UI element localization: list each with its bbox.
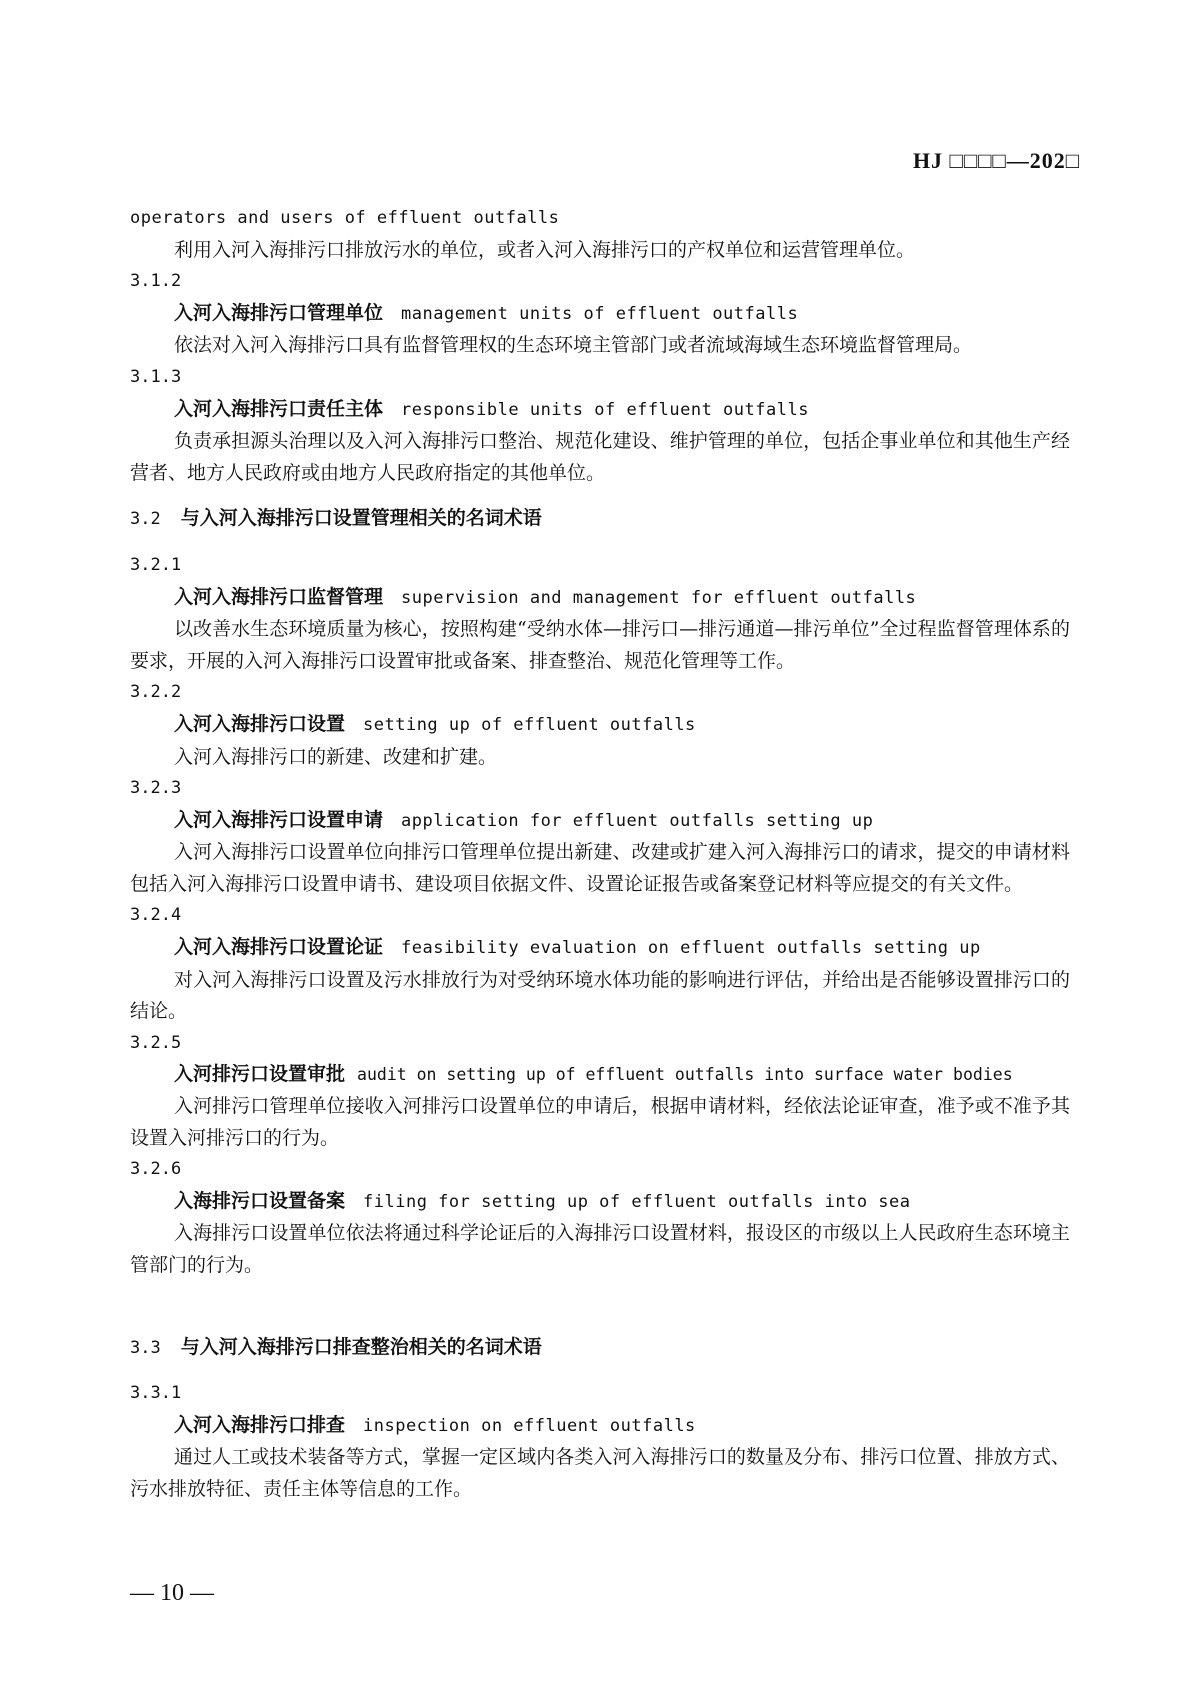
term-definition: 利用入河入海排污口排放污水的单位，或者入河入海排污口的产权单位和运营管理单位。 (174, 238, 916, 261)
term-english: feasibility evaluation on effluent outfalls setting up (401, 938, 981, 959)
term-chinese: 入河入海排污口设置申请 (174, 808, 384, 831)
term-chinese: 入河排污口设置审批 (174, 1063, 346, 1086)
term-definition: 负责承担源头治理以及入河入海排污口整治、规范化建设、维护管理的单位，包括企事业单位和其他生产经营者、地方人民政府或由地方人民政府指定的其他单位。 (130, 430, 1070, 484)
term-heading (130, 394, 1070, 427)
term-number: 3.1.3 (130, 366, 182, 387)
term-chinese: 入河入海排污口设置 (174, 712, 346, 735)
term-english: application for effluent outfalls setting up (401, 810, 874, 831)
page-number: — 10 — (130, 1580, 214, 1606)
section-heading (130, 503, 1070, 536)
section-number: 3.3 (130, 1337, 161, 1358)
term-english: filing for setting up of effluent outfalls into sea (363, 1191, 911, 1212)
term-definition: 入海排污口设置单位依法将通过科学论证后的入海排污口设置材料，报设区的市级以上人民政府生态环境主管部门的行为。 (130, 1222, 1070, 1276)
section-spacer (130, 1282, 1070, 1318)
term-number: 3.2.6 (130, 1159, 182, 1180)
term-english: supervision and management for effluent outfalls (401, 587, 917, 608)
term-english: operators and users of effluent outfalls (130, 208, 560, 228)
term-chinese: 入河入海排污口排查 (174, 1413, 346, 1436)
term-heading (130, 1059, 1070, 1091)
term-chinese: 入河入海排污口监督管理 (174, 585, 384, 608)
term-chinese: 入河入海排污口责任主体 (174, 397, 384, 420)
term-heading (130, 709, 1070, 742)
term-heading (130, 298, 1070, 331)
term-heading (130, 805, 1070, 838)
term-number: 3.2.5 (130, 1032, 182, 1053)
term-definition: 入河入海排污口设置单位向排污口管理单位提出新建、改建或扩建入河入海排污口的请求，提交的申请材料包括入河入海排污口设置申请书、建设项目依据文件、设置论证报告或备案登记材料等应提交的有关文件。 (130, 841, 1070, 895)
term-english: inspection on effluent outfalls (363, 1415, 696, 1436)
term-english: setting up of effluent outfalls (363, 714, 696, 735)
term-definition: 入河入海排污口的新建、改建和扩建。 (174, 745, 498, 768)
term-chinese: 入河入海排污口设置论证 (174, 936, 384, 959)
term-number: 3.1.2 (130, 271, 182, 292)
term-definition: 以改善水生态环境质量为核心，按照构建“受纳水体—排污口—排污通道—排污单位”全过程监督管理体系的要求，开展的入河入海排污口设置审批或备案、排查整治、规范化管理等工作。 (130, 618, 1070, 672)
term-heading (130, 1410, 1070, 1443)
term-number: 3.2.1 (130, 554, 182, 575)
term-english: responsible units of effluent outfalls (401, 399, 809, 420)
term-chinese: 入河入海排污口管理单位 (174, 301, 384, 324)
section-title: 与入河入海排污口排查整治相关的名词术语 (180, 1335, 542, 1358)
term-number: 3.3.1 (130, 1383, 182, 1404)
term-definition: 对入河入海排污口设置及污水排放行为对受纳环境水体功能的影响进行评估，并给出是否能够设置排污口的结论。 (130, 968, 1070, 1023)
term-heading (130, 1186, 1070, 1219)
term-heading (130, 932, 1070, 965)
section-heading (130, 1332, 1070, 1365)
term-definition: 入河排污口管理单位接收入河排污口设置单位的申请后，根据申请材料，经依法论证审查，准予或不准予其设置入河排污口的行为。 (130, 1095, 1070, 1149)
term-number: 3.2.4 (130, 905, 182, 926)
term-heading (130, 582, 1070, 615)
term-english: audit on setting up of effluent outfalls into surface water bodies (357, 1065, 1013, 1085)
section-number: 3.2 (130, 509, 161, 530)
term-definition: 通过人工或技术装备等方式，掌握一定区域内各类入河入海排污口的数量及分布、排污口位置、排放方式、污水排放特征、责任主体等信息的工作。 (130, 1446, 1070, 1500)
section-title: 与入河入海排污口设置管理相关的名词术语 (180, 507, 542, 530)
document-body (130, 203, 1070, 1506)
document-code-header: HJ □□□□—202□ (912, 148, 1080, 173)
term-number: 3.2.3 (130, 778, 182, 799)
term-number: 3.2.2 (130, 682, 182, 703)
term-definition: 依法对入河入海排污口具有监督管理权的生态环境主管部门或者流域海域生态环境监督管理局。 (174, 334, 973, 357)
term-chinese: 入海排污口设置备案 (174, 1189, 346, 1212)
term-english: management units of effluent outfalls (401, 303, 799, 324)
